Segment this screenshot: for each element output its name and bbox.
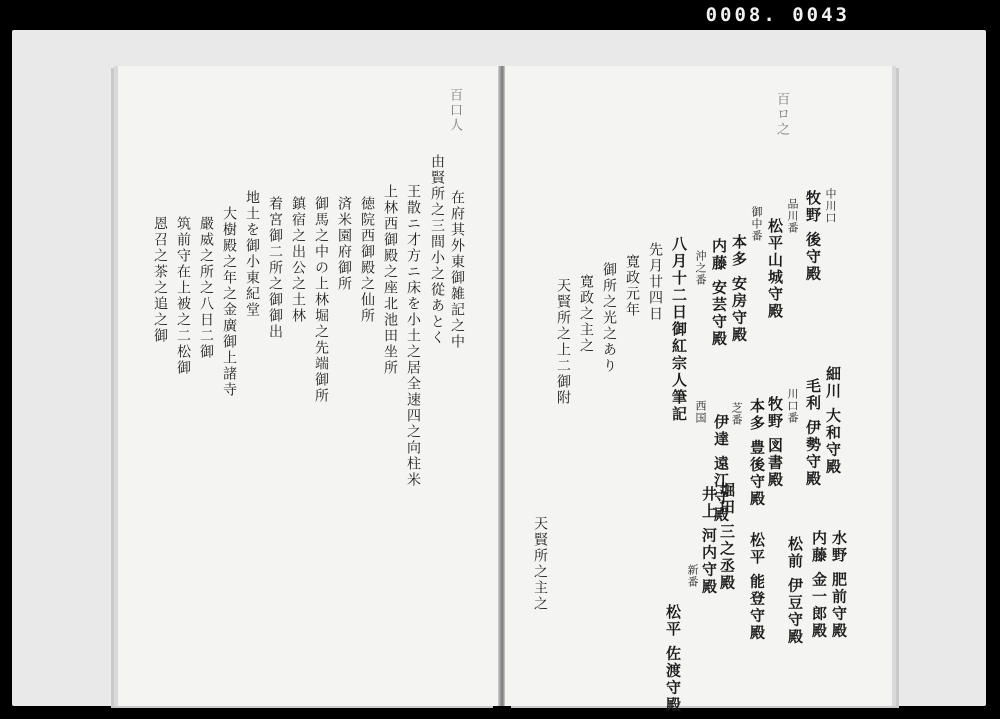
- left-column: 鎮宿之出公之土林: [290, 196, 306, 324]
- right-column: 井上 河内守殿: [700, 486, 718, 596]
- right-column: 水野 肥前守殿: [830, 530, 848, 640]
- frame-number: 0008. 0043: [705, 4, 850, 26]
- right-column: 内藤 安芸守殿: [710, 238, 728, 348]
- right-column: 細川 大和守殿: [824, 366, 842, 476]
- right-column: 天賢所之主之: [532, 516, 548, 612]
- right-column: 天賢所之上二御附: [555, 278, 571, 406]
- left-column: 御馬之中の上林堀之先端御所: [313, 196, 329, 404]
- right-column: 西国: [694, 400, 707, 424]
- right-column: 御所之光之あり: [601, 262, 617, 374]
- right-column: 伊達 遠江守殿: [712, 414, 730, 524]
- left-page: [118, 66, 500, 706]
- right-column: 内藤 金一郎殿: [810, 530, 828, 640]
- right-column: 牧野 後守殿: [804, 190, 822, 283]
- left-column: 筑前守在上被之二松御: [175, 216, 191, 376]
- right-column: 毛利 伊勢守殿: [804, 378, 822, 488]
- right-column: 新番: [686, 564, 699, 588]
- left-column: 在府其外東御雑記之中: [449, 190, 465, 350]
- right-column: 中川口: [824, 188, 837, 224]
- right-column: 品川番: [786, 198, 799, 234]
- right-column: 寛政元年: [624, 254, 640, 318]
- left-column: 由賢所之三間小之從あとく: [429, 154, 445, 346]
- right-running-head: 百ロ之: [774, 92, 789, 137]
- right-column: 沖之番: [694, 250, 707, 286]
- left-column: 着宮御二所之御御出: [267, 196, 283, 340]
- left-column: 恩召之茶之追之御: [152, 216, 168, 344]
- right-column: 牧野 図書殿: [766, 396, 784, 489]
- right-column: 川口番: [786, 388, 799, 424]
- right-column: 堀田 三之丞殿: [718, 482, 736, 592]
- right-column: 松平 能登守殿: [748, 532, 766, 642]
- left-column: 王散ニ才方ニ床を小土之居全速四之向柱米: [405, 184, 421, 488]
- open-book: [112, 66, 896, 714]
- right-page: [504, 66, 892, 714]
- left-column: 嚴威之所之八日二御: [198, 216, 214, 360]
- left-running-head: 百口人: [447, 88, 462, 133]
- left-column: 地土を御小東紀堂: [244, 190, 260, 318]
- right-column: 八月十二日御紅宗人筆記: [670, 236, 688, 423]
- right-column: 寛政之主之: [578, 274, 594, 354]
- right-column: 芝番: [730, 402, 743, 426]
- right-column: 松平山城守殿: [766, 218, 784, 320]
- right-column: 松前 伊豆守殿: [786, 536, 804, 646]
- left-column: 大樹殿之年之金廣御上諸寺: [221, 206, 237, 398]
- right-column: 先月廿四日: [647, 242, 663, 322]
- right-column: 本多 豊後守殿: [748, 398, 766, 508]
- left-column: 上林西御殿之座北池田坐所: [382, 184, 398, 376]
- right-column: 松平 佐渡守殿: [664, 604, 682, 714]
- right-column: 御中番: [750, 206, 763, 242]
- right-column: 本多 安房守殿: [730, 234, 748, 344]
- left-column: 済米園府御所: [336, 196, 352, 292]
- left-column: 徳院西御殿之仙所: [359, 196, 375, 324]
